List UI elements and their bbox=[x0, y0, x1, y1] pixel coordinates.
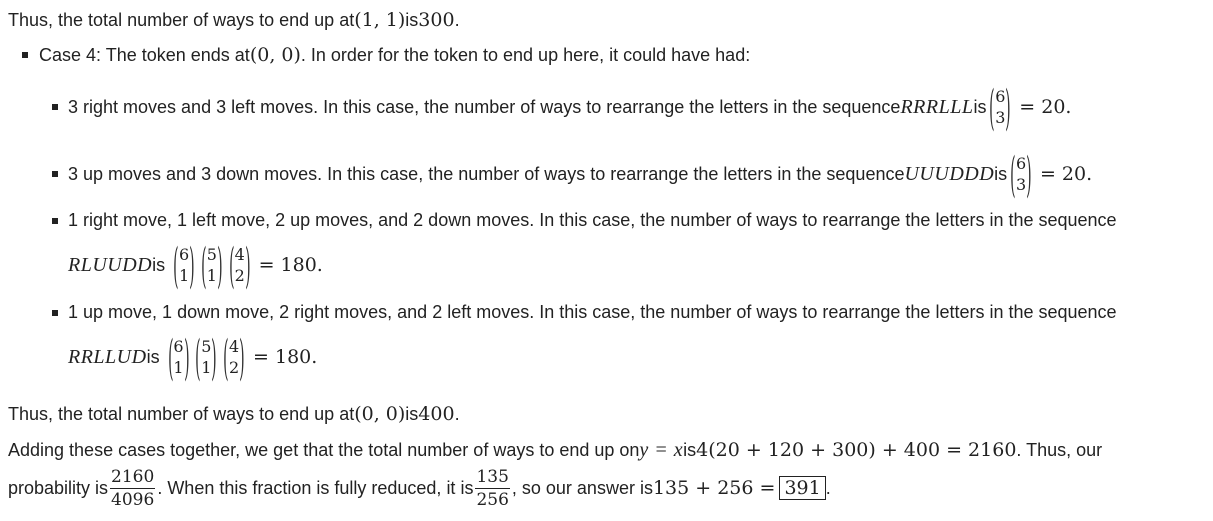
text: is bbox=[405, 403, 419, 424]
text: Case 4: The token ends at bbox=[39, 44, 250, 65]
math: = 180. bbox=[258, 254, 323, 276]
sequence: UUUDDD bbox=[904, 162, 995, 185]
text: Thus, the total number of ways to end up at bbox=[8, 403, 355, 424]
binomial: ( 4 2 ) bbox=[223, 328, 245, 386]
binomial: ( 4 2 ) bbox=[228, 236, 251, 294]
sub-item-4-line-2 bbox=[68, 328, 318, 386]
text: . bbox=[825, 477, 831, 498]
answer-box: 391 bbox=[779, 476, 825, 500]
binom-n: 6 bbox=[178, 245, 190, 264]
math: (0, 0) bbox=[249, 44, 301, 66]
sub-item-3-line-2 bbox=[68, 236, 323, 294]
bullet-item-2 bbox=[52, 171, 58, 177]
text: . bbox=[454, 9, 460, 30]
text: . In order for the token to end up here, it could have had: bbox=[300, 44, 751, 65]
binomial: ( 6 3 ) bbox=[1010, 145, 1032, 203]
binom-n: 4 bbox=[234, 245, 245, 264]
fraction bbox=[110, 467, 155, 510]
math: 135 + 256 = bbox=[652, 477, 776, 499]
text: is bbox=[405, 9, 419, 30]
math: = 20. bbox=[1039, 163, 1093, 185]
binomial: ( 6 1 ) bbox=[167, 328, 190, 386]
text: , so our answer is bbox=[511, 477, 653, 498]
probability-line bbox=[8, 464, 831, 512]
case-4-heading bbox=[39, 43, 750, 67]
math: = 180. bbox=[253, 346, 318, 368]
text: probability is bbox=[8, 477, 109, 498]
bullet-item-1 bbox=[52, 104, 58, 110]
bullet-item-4 bbox=[52, 310, 58, 316]
sub-item-1 bbox=[68, 78, 1072, 136]
text: is bbox=[973, 96, 987, 117]
text: 3 up moves and 3 down moves. In this case, the number of ways to rearrange the letters in the sequence bbox=[68, 163, 905, 184]
text: Thus, the total number of ways to end up at bbox=[8, 9, 355, 30]
sub-item-2 bbox=[68, 145, 1093, 203]
text: is bbox=[146, 346, 160, 367]
sequence: RLUUDD bbox=[68, 253, 153, 276]
binom-k: 1 bbox=[201, 358, 212, 377]
binom-n: 4 bbox=[229, 337, 240, 356]
binomial: ( 6 1 ) bbox=[173, 236, 195, 294]
bullet-item-3 bbox=[52, 218, 58, 224]
sub-item-4-line-1 bbox=[68, 300, 1117, 324]
fraction bbox=[475, 467, 509, 510]
sub-item-3-line-1 bbox=[68, 208, 1117, 232]
text: . Thus, our bbox=[1016, 439, 1103, 460]
binom-n: 5 bbox=[206, 245, 217, 264]
binom-k: 3 bbox=[995, 108, 1006, 127]
binom-k: 3 bbox=[1015, 175, 1027, 194]
text: 1 right move, 1 left move, 2 up moves, and 2 down moves. In this case, the number of ways to rearrange the letters in the sequence bbox=[68, 209, 1117, 230]
binom-n: 6 bbox=[995, 87, 1006, 106]
binom-n: 6 bbox=[173, 337, 184, 356]
denominator: 4096 bbox=[111, 489, 155, 510]
numerator: 2160 bbox=[111, 466, 155, 487]
text: 3 right moves and 3 left moves. In this case, the number of ways to rearrange the letters in the sequence bbox=[68, 96, 901, 117]
text: . When this fraction is fully reduced, it is bbox=[157, 477, 474, 498]
sequence: RRLLUD bbox=[68, 345, 147, 368]
conclusion-case-3 bbox=[8, 8, 460, 32]
sequence: RRRLLL bbox=[900, 95, 974, 118]
math: 4(20 + 120 + 300) + 400 = 2160 bbox=[696, 439, 1017, 461]
bullet-case-4 bbox=[22, 52, 28, 58]
text: Adding these cases together, we get that the total number of ways to end up on bbox=[8, 439, 640, 460]
math: y = x bbox=[639, 438, 684, 461]
binom-n: 6 bbox=[1015, 154, 1027, 173]
conclusion-case-4 bbox=[8, 402, 460, 426]
sum-line bbox=[8, 438, 1102, 462]
math: 400 bbox=[418, 403, 455, 425]
binom-k: 1 bbox=[206, 266, 217, 285]
binom-k: 1 bbox=[178, 266, 190, 285]
binom-k: 1 bbox=[173, 358, 184, 377]
math: (1, 1) bbox=[354, 9, 406, 31]
math: 300 bbox=[418, 9, 455, 31]
numerator: 135 bbox=[476, 466, 509, 487]
binomial: ( 5 1 ) bbox=[201, 236, 223, 294]
text: . bbox=[454, 403, 460, 424]
binom-k: 2 bbox=[229, 358, 240, 377]
math: (0, 0) bbox=[354, 403, 406, 425]
math: = 20. bbox=[1019, 96, 1072, 118]
binomial: ( 6 3 ) bbox=[989, 78, 1012, 136]
denominator: 256 bbox=[476, 489, 509, 510]
binom-n: 5 bbox=[201, 337, 212, 356]
text: is bbox=[152, 254, 166, 275]
text: is bbox=[683, 439, 697, 460]
text: is bbox=[994, 163, 1008, 184]
binom-k: 2 bbox=[234, 266, 245, 285]
binomial: ( 5 1 ) bbox=[195, 328, 218, 386]
text: 1 up move, 1 down move, 2 right moves, and 2 left moves. In this case, the number of ways to rearrange the letters in the sequence bbox=[68, 301, 1117, 322]
